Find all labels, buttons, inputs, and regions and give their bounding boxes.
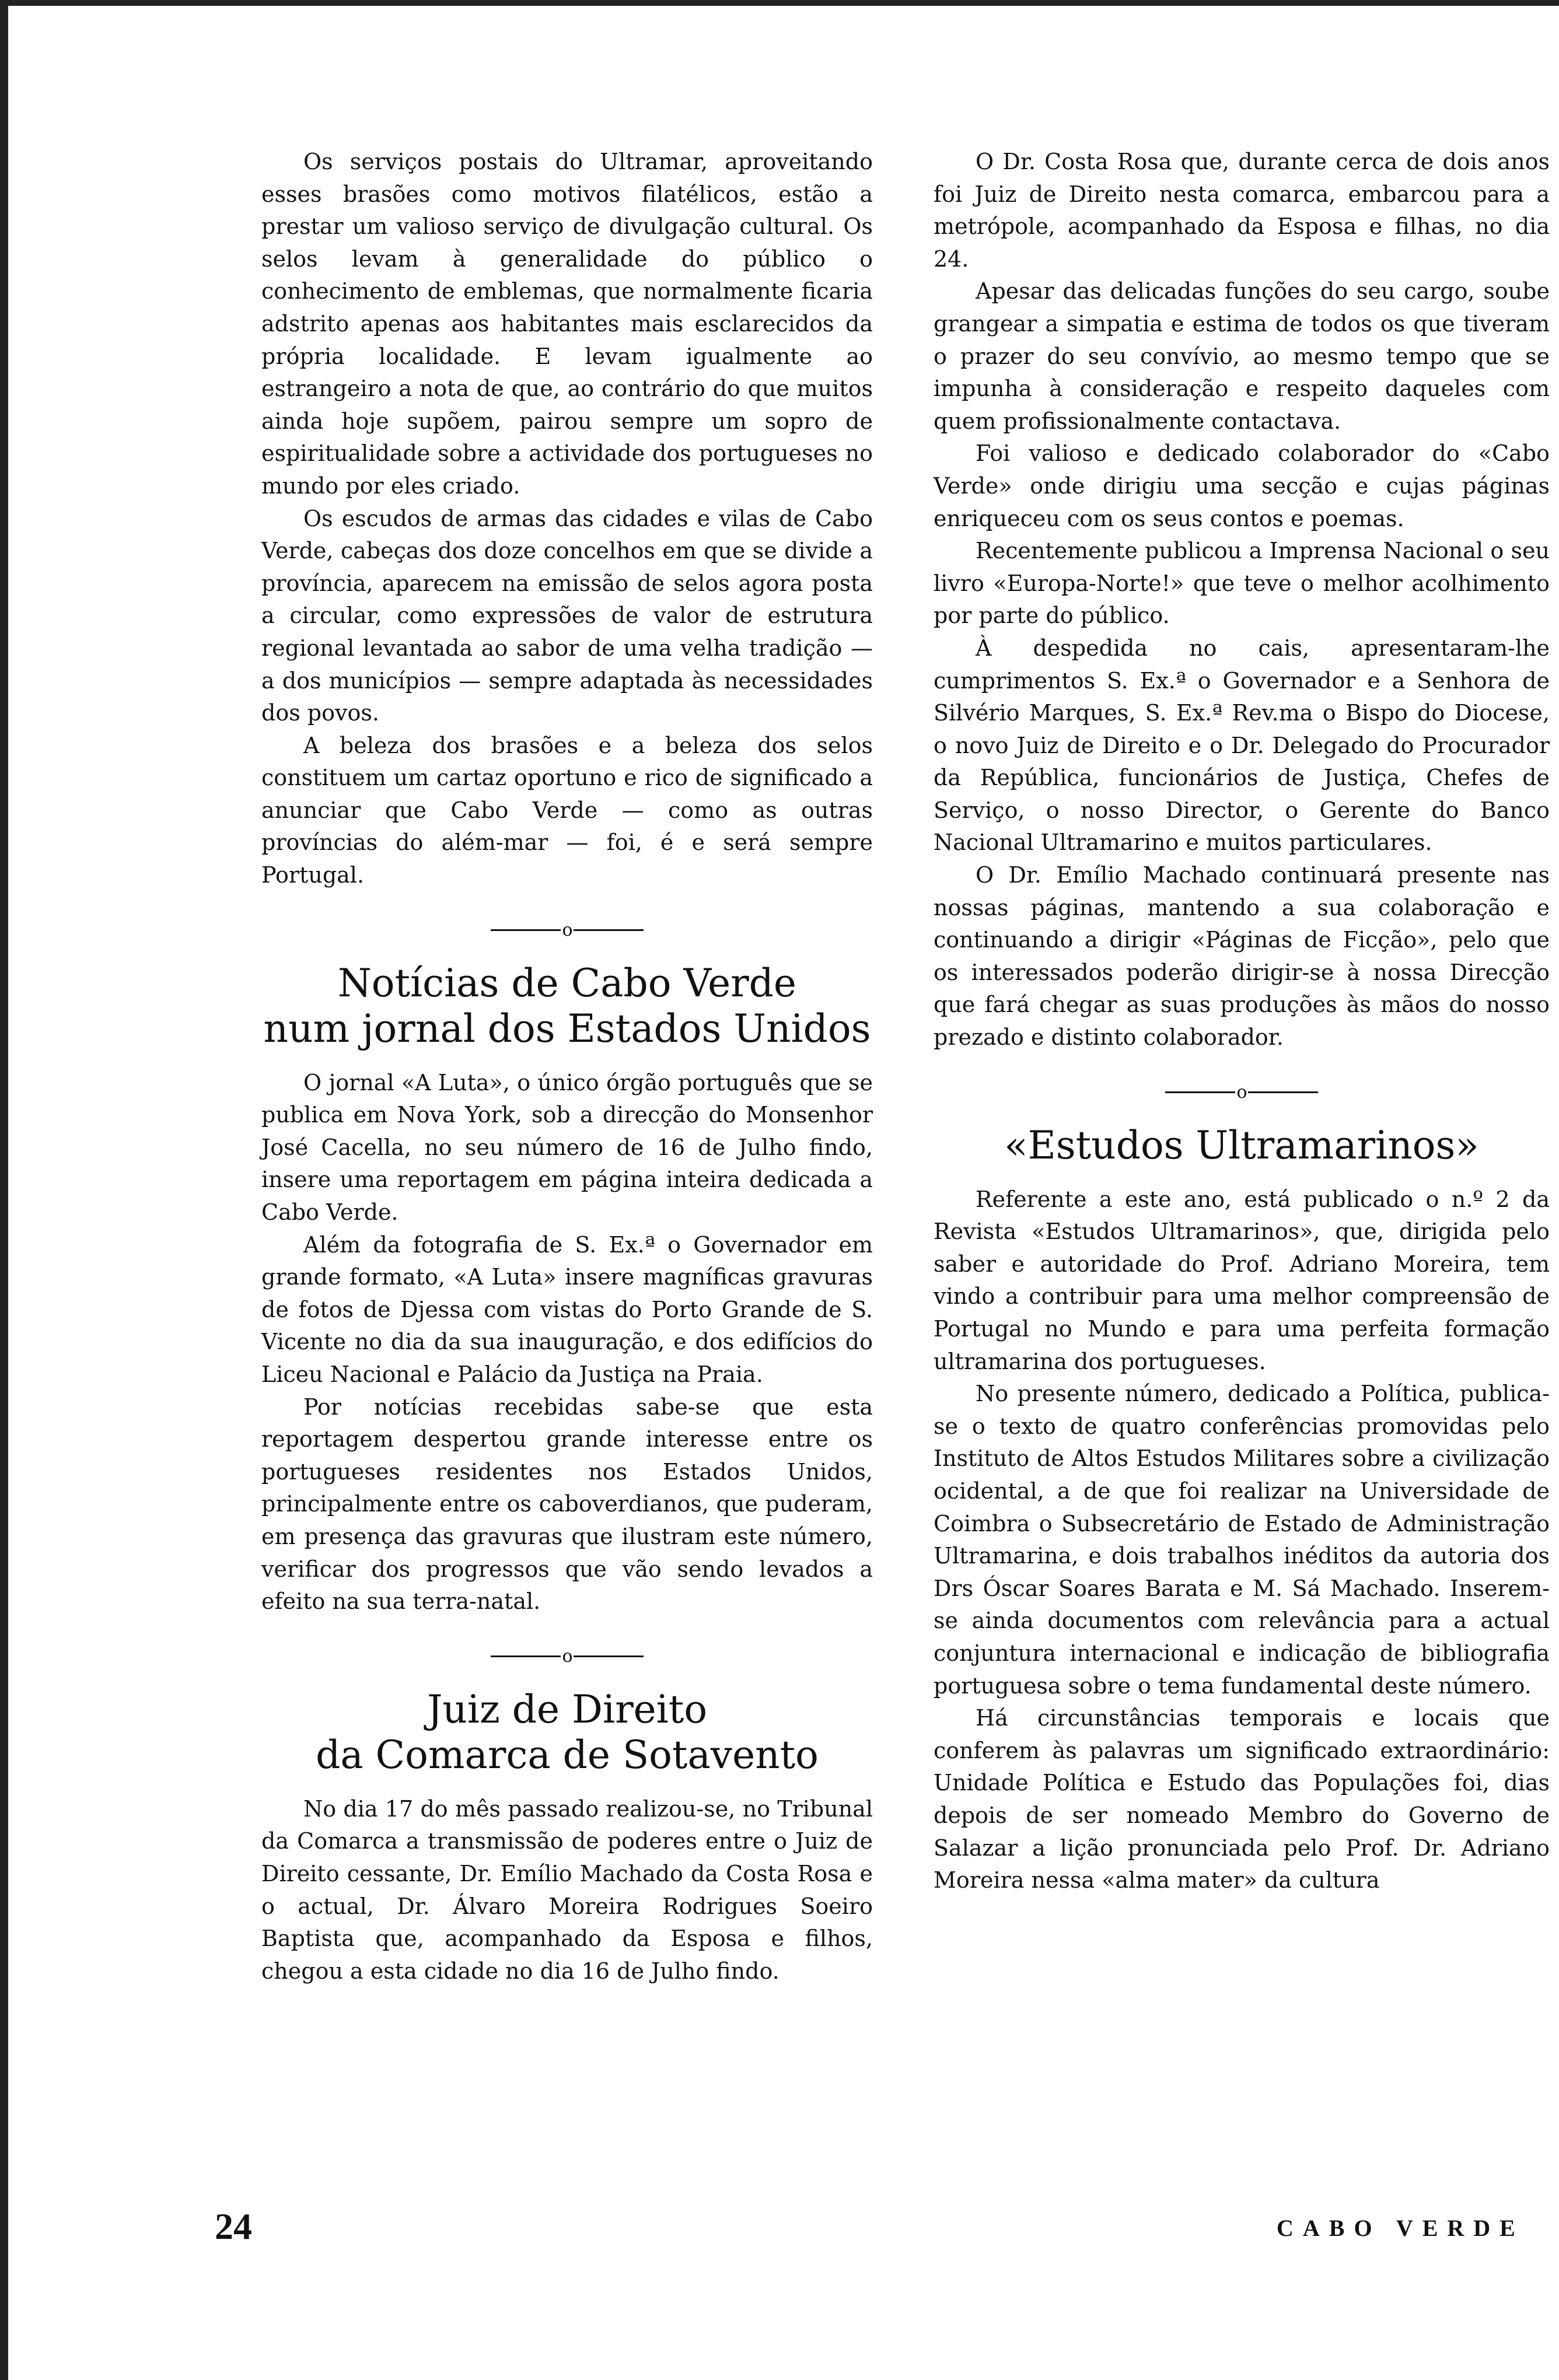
- article-title-line: num jornal dos Estados Unidos: [263, 1006, 871, 1051]
- intro-paragraph: A beleza dos brasões e a beleza dos selos constituem um cartaz oportuno e rico de significado a anunciar que Cabo Verde — como as outras províncias do além-mar — foi, é e será sempre Portugal.: [261, 732, 873, 888]
- magazine-name: CABO VERDE: [1277, 2215, 1525, 2241]
- continued-paragraph: Recentemente publicou a Imprensa Nacional o seu livro «Europa-Norte!» que teve o melhor acolhimento por parte do público.: [934, 538, 1550, 629]
- article-title: «Estudos Ultramarinos»: [1004, 1122, 1479, 1168]
- section-separator: o: [934, 1080, 1550, 1104]
- article-paragraph: No presente número, dedicado a Política, publica-se o texto de quatro conferências promovidas pelo Instituto de Altos Estudos Militares sobre a civilização ocidental, a de que foi realizar na Universidade de Coimbra o Subsecretário de Estado de Administração Ultramarina, e dois trabalhos inéditos da autoria dos Drs Óscar Soares Barata e M. Sá Machado. Inserem-se ainda documentos com relevância para a actual conjuntura internacional e indicação de bibliografia portuguesa sobre o tema fundamental deste número.: [934, 1381, 1550, 1699]
- intro-paragraph: Os serviços postais do Ultramar, aproveitando esses brasões como motivos filatélicos, estão a prestar um valioso serviço de divulgação cultural. Os selos levam à generalidade do público o conhecimento de emblemas, que normalmente ficaria adstrito apenas aos habitantes mais esclarecidos da própria localidade. E levam igualmente ao estrangeiro a nota de que, ao contrário do que muitos ainda hoje supõem, pairou sempre um sopro de espiritualidade sobre a actividade dos portugueses no mundo por eles criado.: [261, 149, 873, 499]
- continued-paragraph: O Dr. Costa Rosa que, durante cerca de dois anos foi Juiz de Direito nesta comarca, embarcou para a metrópole, acompanhado da Esposa e filhas, no dia 24.: [934, 149, 1550, 272]
- continued-paragraph: À despedida no cais, apresentaram-lhe cumprimentos S. Ex.ª o Governador e a Senhora de Silvério Marques, S. Ex.ª Rev.ma o Bispo do Diocese, o novo Juiz de Direito e o Dr. Delegado do Procurador da República, funcionários de Justiça, Chefes de Serviço, o nosso Director, o Gerente do Banco Nacional Ultramarino e muitos particulares.: [934, 635, 1550, 856]
- article-paragraph: Por notícias recebidas sabe-se que esta reportagem despertou grande interesse entre os portugueses residentes nos Estados Unidos, principalmente entre os caboverdianos, que puderam, em presença das gravuras que ilustram este número, verificar dos progressos que vão sendo levados a efeito na sua terra-natal.: [261, 1394, 873, 1615]
- article-title-line: Notícias de Cabo Verde: [337, 960, 796, 1006]
- article-title-line: Juiz de Direito: [427, 1686, 708, 1732]
- article-paragraph: O jornal «A Luta», o único órgão português que se publica em Nova York, sob a direcção do Monsenhor José Cacella, no seu número de 16 de Julho findo, insere uma reportagem em página inteira dedicada a Cabo Verde.: [261, 1069, 873, 1226]
- continued-paragraph: O Dr. Emílio Machado continuará presente nas nossas páginas, mantendo a sua colaboração e continuando a dirigir «Páginas de Ficção», pelo que os interessados poderão dirigir-se à nossa Direcção que fará chegar as suas produções às mãos do nosso prezado e distinto colaborador.: [934, 862, 1550, 1051]
- page-left-border: [0, 0, 8, 2380]
- right-column: [934, 146, 1550, 1897]
- article-paragraph: Referente a este ano, está publicado o n.º 2 da Revista «Estudos Ultramarinos», que, dirigida pelo saber e autoridade do Prof. Adriano Moreira, tem vindo a contribuir para uma melhor compreensão de Portugal no Mundo e para uma perfeita formação ultramarina dos portugueses.: [934, 1186, 1550, 1374]
- article-title: [261, 961, 873, 1052]
- section-separator: o: [261, 918, 873, 942]
- page-top-border: [0, 0, 1559, 6]
- article-paragraph: Há circunstâncias temporais e locais que conferem às palavras um significado extraordinário: Unidade Política e Estudo das Populações foi, dias depois de ser nomeado Membro do Governo de Salazar a lição pronunciada pelo Prof. Dr. Adriano Moreira nessa «alma mater» da cultura: [934, 1705, 1550, 1894]
- left-column: [261, 146, 873, 1987]
- intro-paragraph: Os escudos de armas das cidades e vilas de Cabo Verde, cabeças dos doze concelhos em que se divide a província, aparecem na emissão de selos agora posta a circular, como expressões de valor de estrutura regional levantada ao sabor de uma velha tradição — a dos municípios — sempre adaptada às necessidades dos povos.: [261, 505, 873, 726]
- continued-paragraph: Foi valioso e dedicado colaborador do «Cabo Verde» onde dirigiu uma secção e cujas páginas enriqueceu com os seus contos e poemas.: [934, 440, 1550, 531]
- article-paragraph: No dia 17 do mês passado realizou-se, no Tribunal da Comarca a transmissão de poderes entre o Juiz de Direito cessante, Dr. Emílio Machado da Costa Rosa e o actual, Dr. Álvaro Moreira Rodrigues Soeiro Baptista que, acompanhado da Esposa e filhos, chegou a esta cidade no dia 16 de Julho findo.: [261, 1796, 873, 1984]
- continued-paragraph: Apesar das delicadas funções do seu cargo, soube grangear a simpatia e estima de todos os que tiveram o prazer do seu convívio, ao mesmo tempo que se impunha à consideração e respeito daqueles com quem profissionalmente contactava.: [934, 278, 1550, 434]
- article-title-line: da Comarca de Sotavento: [316, 1732, 819, 1777]
- page-number: 24: [215, 2206, 252, 2247]
- article-title: [261, 1687, 873, 1778]
- section-separator: o: [261, 1644, 873, 1668]
- article-paragraph: Além da fotografia de S. Ex.ª o Governador em grande formato, «A Luta» insere magníficas gravuras de fotos de Djessa com vistas do Porto Grande de S. Vicente no dia da sua inauguração, e dos edifícios do Liceu Nacional e Palácio da Justiça na Praia.: [261, 1231, 873, 1387]
